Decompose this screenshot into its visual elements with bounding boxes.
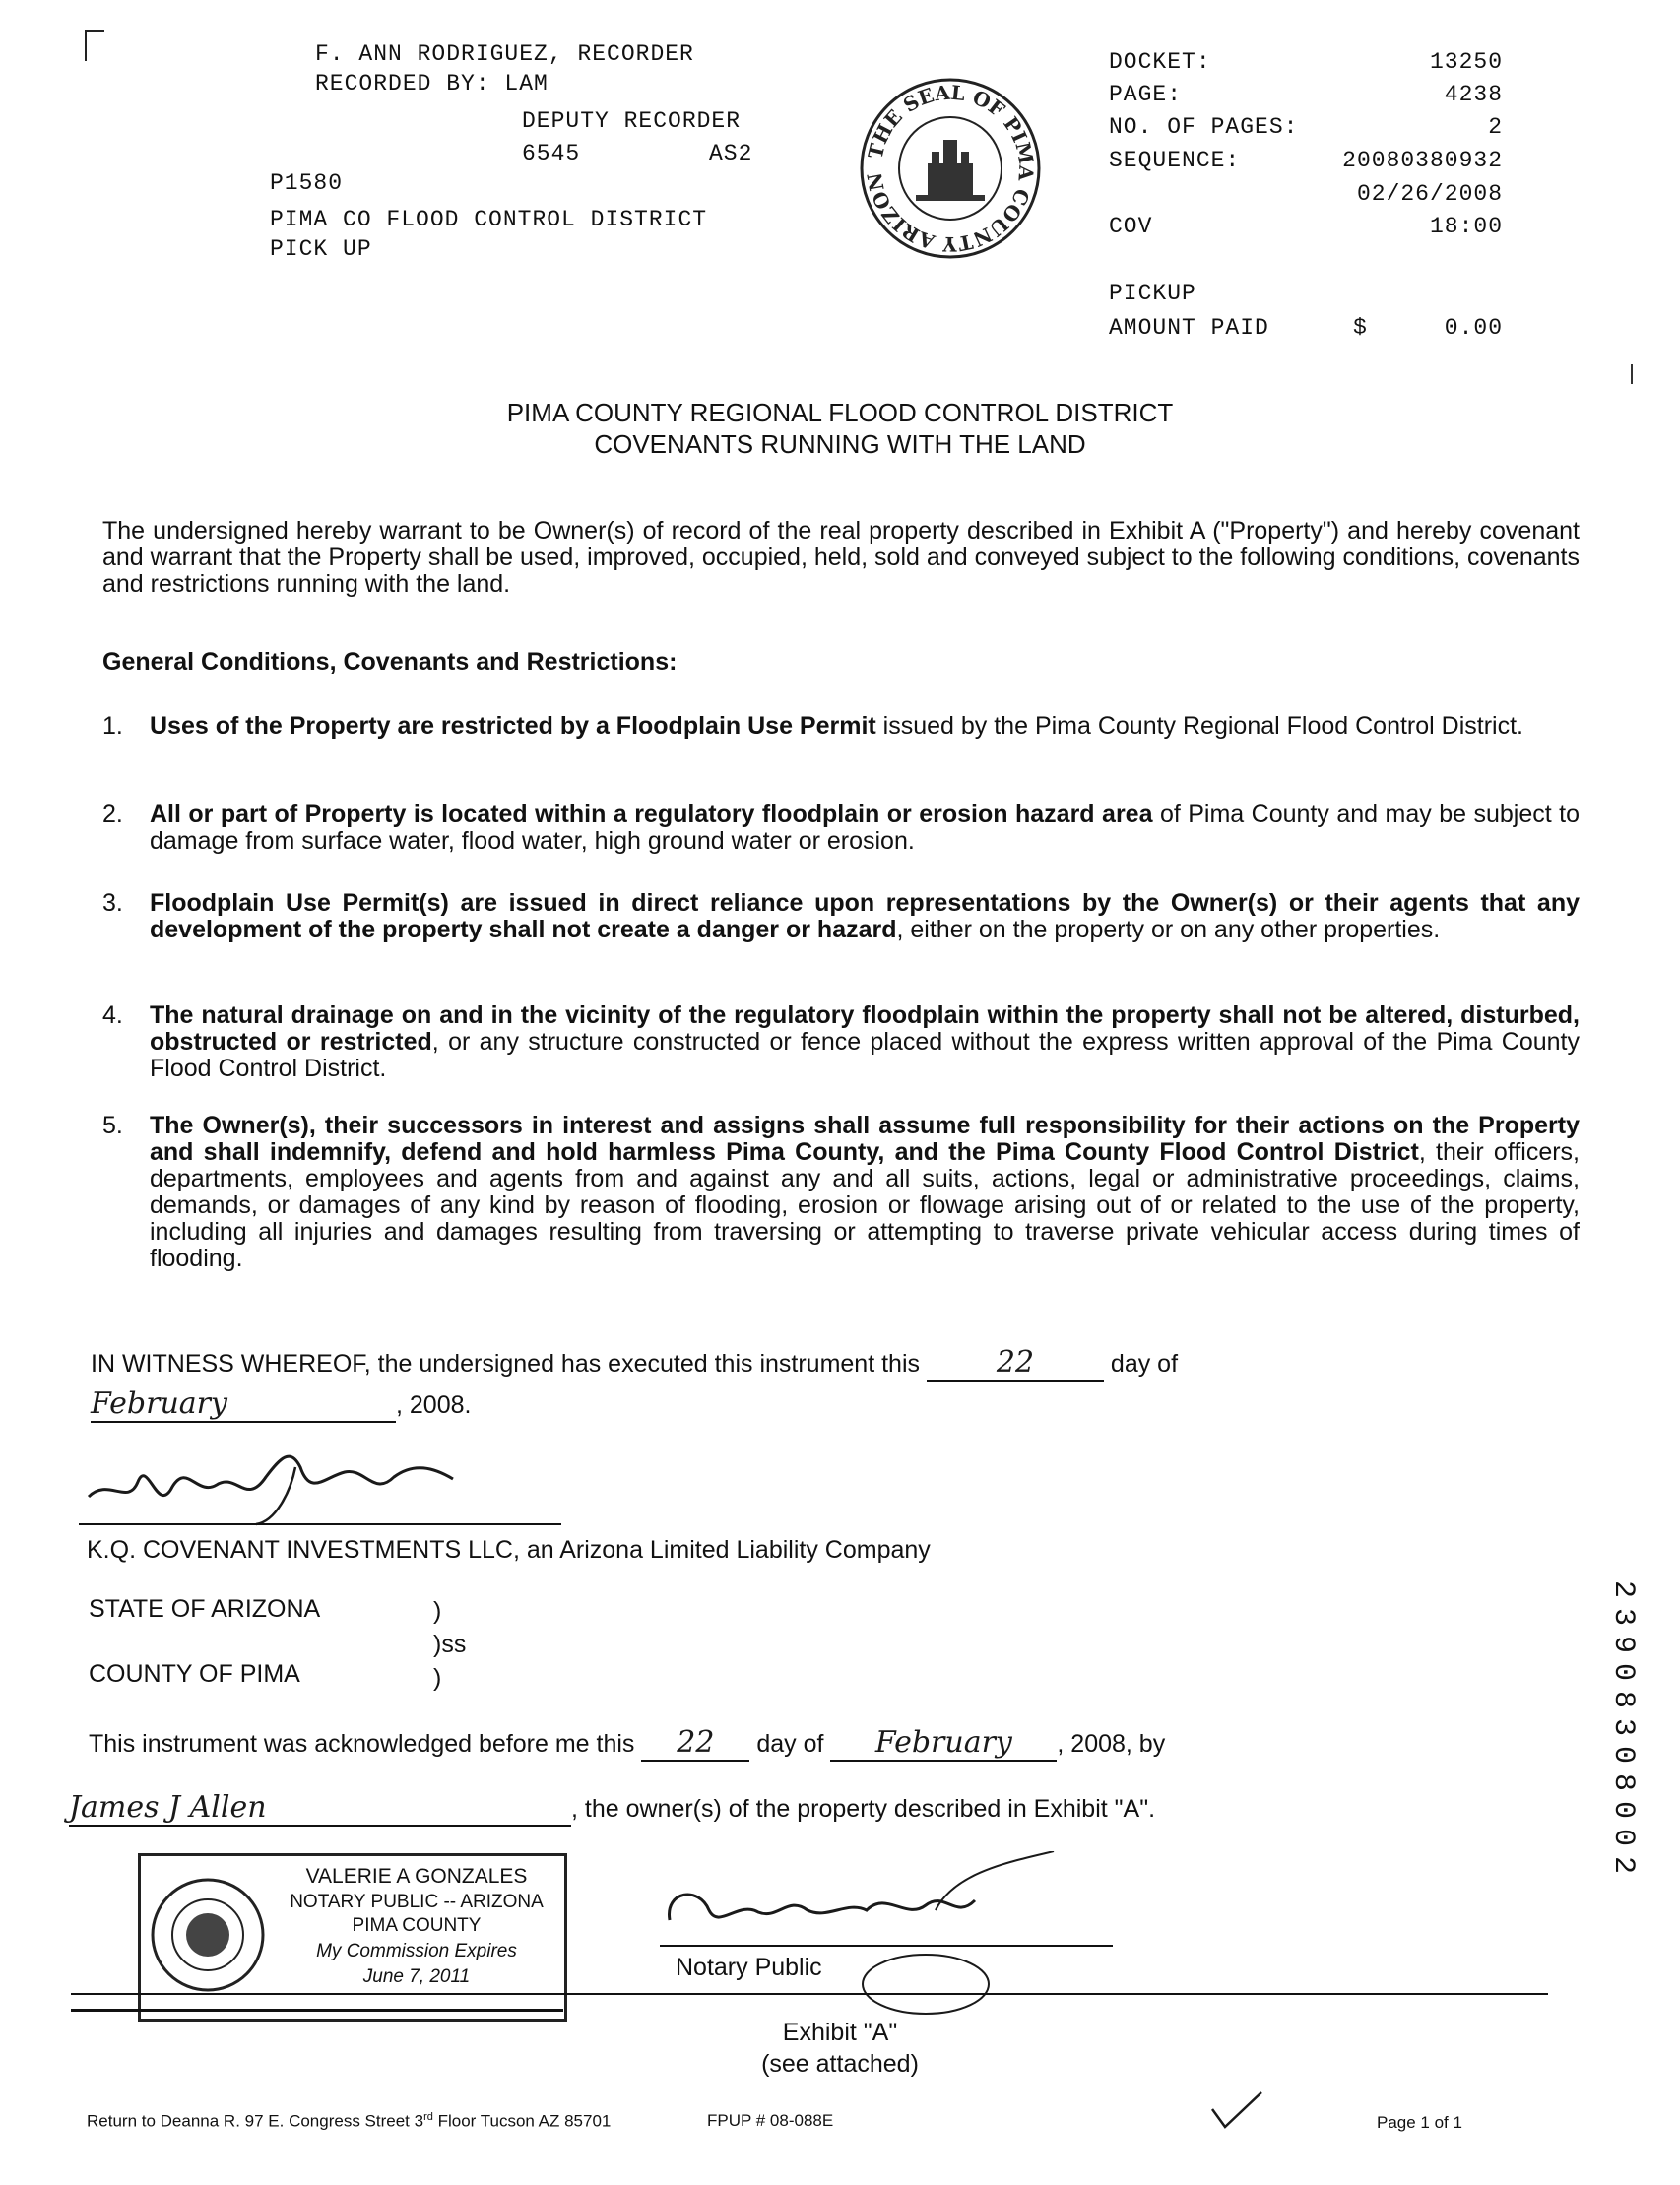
document-title: PIMA COUNTY REGIONAL FLOOD CONTROL DISTRICT (506, 398, 1174, 427)
side-number-digit: 0 (1606, 1745, 1640, 1764)
condition-item (102, 890, 1580, 979)
ack-prefix: This instrument was acknowledged before me this (89, 1730, 635, 1758)
cov-row (1109, 214, 1503, 243)
item-number: 1. (102, 712, 123, 739)
exhibit-note: (see attached) (761, 2050, 919, 2078)
seal-graphic (857, 75, 1044, 262)
item-text: , or any structure constructed or fence placed without the express written approval of the Pima County Flood Control District. (150, 1028, 1580, 1082)
sequence-label: SEQUENCE: (1109, 148, 1241, 173)
side-number-digit: 9 (1606, 1635, 1640, 1653)
notary-public-label: Notary Public (676, 1954, 822, 1981)
side-number-digit: 8 (1606, 1772, 1640, 1791)
scan-corner-mark (85, 30, 104, 61)
witness-date-line (91, 1386, 471, 1423)
sequence-value: 20080380932 (1342, 148, 1503, 173)
notary-signature-graphic (660, 1851, 1123, 1950)
side-number-digit: 0 (1606, 1828, 1640, 1846)
scan-mark (1631, 364, 1633, 384)
recording-time: 18:00 (1429, 214, 1503, 239)
page-value: 4238 (1444, 82, 1503, 107)
amount-value: 0.00 (1444, 315, 1503, 341)
docket-value: 13250 (1429, 49, 1503, 75)
side-number-digit: 3 (1606, 1717, 1640, 1736)
pages-label: NO. OF PAGES: (1109, 114, 1299, 140)
ack-mid: day of (756, 1730, 824, 1758)
pages-value: 2 (1488, 114, 1503, 140)
ack-owner-line (69, 1790, 1155, 1827)
notary-stamp (138, 1853, 567, 2022)
witness-prefix: IN WITNESS WHEREOF, the undersigned has executed this instrument this (91, 1350, 921, 1378)
notary-county: PIMA COUNTY (352, 1915, 482, 1936)
pickup-label: PICKUP (1109, 281, 1196, 306)
notary-name: VALERIE A GONZALES (305, 1865, 528, 1888)
section-heading: General Conditions, Covenants and Restrictions: (102, 648, 678, 675)
witness-month-handwritten: February (91, 1386, 396, 1423)
side-number-digit: 0 (1606, 1800, 1640, 1819)
item-bold-text: The natural drainage on and in the vicinity of the regulatory floodplain within the property shall not be altered, disturbed, obstructed or restricted (150, 1001, 1580, 1056)
side-number-digit: 3 (1606, 1607, 1640, 1626)
condition-item (102, 713, 1580, 772)
amount-label: AMOUNT PAID (1109, 315, 1269, 341)
deputy-recorder: DEPUTY RECORDER (522, 108, 742, 134)
pages-row (1109, 114, 1503, 144)
item-number: 4. (102, 1001, 123, 1029)
docket-label: DOCKET: (1109, 49, 1211, 75)
notary-commission-label: My Commission Expires (316, 1941, 517, 1961)
witness-day-handwritten: 22 (927, 1345, 1104, 1382)
signer-entity: K.Q. COVENANT INVESTMENTS LLC, an Arizona Limited Liability Company (87, 1536, 931, 1564)
intro-paragraph: The undersigned hereby warrant to be Owner(s) of record of the real property described in Exhibit A ("Property") and hereby covenant and warrant that the Property shall be used, improved, occupied, held, sold and conveyed subject to the following conditions, covenants and restrictions running with the land. (102, 517, 1580, 598)
ack-owner-text: , the owner(s) of the property described in Exhibit "A". (571, 1795, 1156, 1823)
side-number-digit: 0 (1606, 1662, 1640, 1681)
item-text: issued by the Pima County Regional Flood Control District. (875, 712, 1523, 739)
return-address-sup: rd (423, 2111, 433, 2123)
county-label: COUNTY OF PIMA (89, 1660, 300, 1688)
fpup-number: FPUP # 08-088E (707, 2111, 834, 2130)
recorder-code-2: AS2 (709, 141, 753, 166)
side-number-digit: 2 (1606, 1579, 1640, 1598)
divider-rule-thick (71, 2009, 563, 2012)
recording-id: P1580 (270, 170, 344, 196)
seal-text: THE SEAL OF PIMA COUNTY ARIZON (862, 80, 1039, 257)
condition-item (102, 802, 1580, 861)
pickup-row (1109, 281, 1503, 310)
notary-signature (660, 1851, 1123, 1950)
item-text: , their officers, departments, employees and agents from and against any and all suits, actions, legal or administrative proceedings, claims, demands, or damages of any kind by reason of flooding, erosion or flowage arising out of or related to the use of the property, including all injuries and damages resulting from traversing or attempting to traverse private vehicular access during times of flooding. (150, 1138, 1581, 1272)
recorder-name: F. ANN RODRIGUEZ, RECORDER (315, 41, 694, 67)
item-bold-text: Uses of the Property are restricted by a Floodplain Use Permit (150, 712, 876, 739)
return-address-prefix: Return to Deanna R. 97 E. Congress Street 3 (87, 2111, 424, 2131)
item-number: 5. (102, 1112, 123, 1139)
item-text: , either on the property or on any other properties. (896, 916, 1441, 943)
notary-seal-icon (149, 1876, 267, 1994)
return-address-suffix: Floor Tucson AZ 85701 (432, 2111, 612, 2131)
item-bold-text: All or part of Property is located within a regulatory floodplain or erosion hazard area (150, 801, 1153, 828)
side-recording-number-text (1603, 1575, 1643, 1879)
docket-row (1109, 49, 1503, 79)
side-recording-number (1603, 1575, 1643, 1879)
divider-rule (71, 1993, 1548, 1995)
ack-day-handwritten: 22 (641, 1725, 749, 1762)
condition-item (102, 1002, 1580, 1091)
pima-county-seal (857, 75, 1044, 262)
acknowledgement-line (89, 1725, 1165, 1762)
ack-month-handwritten: February (830, 1725, 1057, 1762)
item-text: of Pima County and may be subject to damage from surface water, flood water, high ground water or erosion. (150, 801, 1580, 855)
date-row (1109, 181, 1503, 211)
ack-suffix: , 2008, by (1057, 1730, 1166, 1758)
amount-row (1109, 315, 1503, 345)
condition-item (102, 1113, 1580, 1310)
side-number-digit: 8 (1606, 1690, 1640, 1708)
recording-party: PIMA CO FLOOD CONTROL DISTRICT (270, 207, 708, 232)
cov-label: COV (1109, 214, 1153, 239)
checkmark-icon (1207, 2088, 1266, 2137)
recorder-code: 6545 (522, 141, 581, 166)
return-address (87, 2111, 611, 2132)
recording-method: PICK UP (270, 236, 372, 262)
signature-graphic (79, 1438, 571, 1526)
amount-currency: $ (1353, 315, 1368, 341)
state-paren: ) (433, 1597, 442, 1625)
page-row (1109, 82, 1503, 111)
owner-signature (79, 1438, 571, 1526)
sequence-row (1109, 148, 1503, 177)
witness-suffix: day of (1110, 1350, 1179, 1378)
witness-line (91, 1345, 1178, 1382)
notary-commission-date: June 7, 2011 (362, 1966, 471, 1987)
item-number: 2. (102, 801, 123, 828)
page-label: PAGE: (1109, 82, 1183, 107)
item-bold-text: The Owner(s), their successors in interest and assigns shall assume full responsibility for their actions on the Property and shall indemnify, defend and hold harmless Pima County, and the Pima County Flood Control District (150, 1112, 1580, 1166)
recorded-by: RECORDED BY: LAM (315, 71, 549, 96)
county-paren: ) (433, 1664, 442, 1692)
item-number: 3. (102, 889, 123, 917)
state-label: STATE OF ARIZONA (89, 1595, 321, 1623)
exhibit-label: Exhibit "A" (782, 2019, 898, 2046)
side-number-digit: 2 (1606, 1855, 1640, 1874)
document-subtitle: COVENANTS RUNNING WITH THE LAND (594, 429, 1086, 459)
item-bold-text: Floodplain Use Permit(s) are issued in direct reliance upon representations by the Owner(s) or their agents that any development of the property shall not create a danger or hazard (150, 889, 1580, 943)
ss-mark: )ss (433, 1631, 467, 1658)
ack-name-handwritten: James J Allen (69, 1790, 571, 1827)
notary-signature-loop (857, 1950, 995, 2019)
notary-title: NOTARY PUBLIC -- ARIZONA (290, 1892, 544, 1912)
page-count: Page 1 of 1 (1377, 2113, 1462, 2132)
recording-date: 02/26/2008 (1356, 181, 1503, 207)
witness-year: , 2008. (396, 1391, 472, 1419)
